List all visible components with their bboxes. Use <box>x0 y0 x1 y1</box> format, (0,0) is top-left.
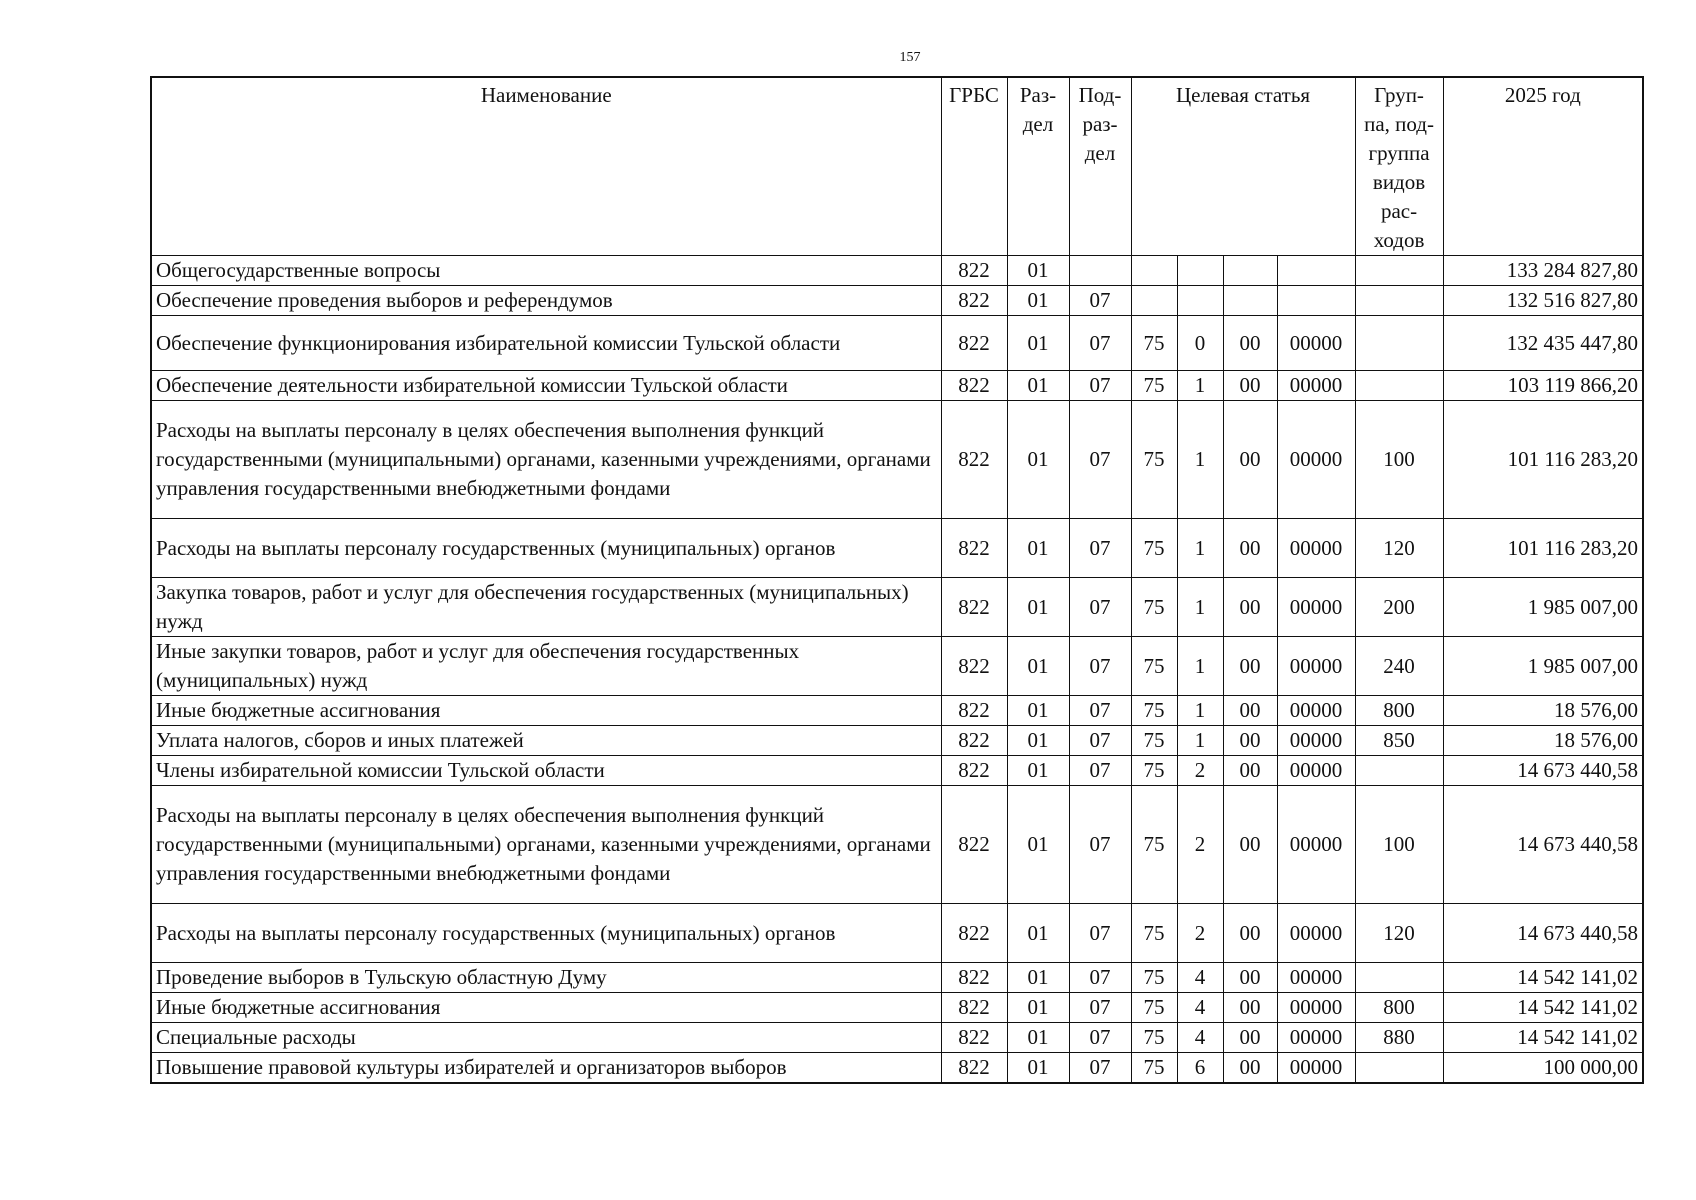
cell-razdel: 01 <box>1007 256 1069 286</box>
cell-target-direction: 00000 <box>1277 756 1355 786</box>
cell-expense-group <box>1355 1053 1443 1084</box>
cell-podrazdel: 07 <box>1069 993 1131 1023</box>
cell-podrazdel: 07 <box>1069 726 1131 756</box>
cell-target-element: 00 <box>1223 726 1277 756</box>
cell-target-program: 75 <box>1131 786 1177 904</box>
cell-target-program: 75 <box>1131 1053 1177 1084</box>
cell-expense-group <box>1355 963 1443 993</box>
cell-amount-2025: 18 576,00 <box>1443 696 1643 726</box>
cell-name: Специальные расходы <box>151 1023 941 1053</box>
table-row <box>151 519 1643 578</box>
cell-amount-2025: 101 116 283,20 <box>1443 519 1643 578</box>
cell-target-direction: 00000 <box>1277 371 1355 401</box>
cell-target-direction: 00000 <box>1277 578 1355 637</box>
cell-target-subprogram <box>1177 256 1223 286</box>
table-row <box>151 904 1643 963</box>
cell-target-subprogram: 4 <box>1177 993 1223 1023</box>
cell-target-program: 75 <box>1131 637 1177 696</box>
cell-target-element: 00 <box>1223 1023 1277 1053</box>
cell-target-direction: 00000 <box>1277 993 1355 1023</box>
cell-name: Иные бюджетные ассигнования <box>151 993 941 1023</box>
cell-target-direction: 00000 <box>1277 1023 1355 1053</box>
cell-target-element: 00 <box>1223 401 1277 519</box>
cell-razdel: 01 <box>1007 756 1069 786</box>
cell-target-program: 75 <box>1131 963 1177 993</box>
cell-target-element: 00 <box>1223 786 1277 904</box>
cell-amount-2025: 14 673 440,58 <box>1443 756 1643 786</box>
cell-target-subprogram: 4 <box>1177 1023 1223 1053</box>
table-body <box>151 256 1643 1084</box>
cell-target-element: 00 <box>1223 993 1277 1023</box>
cell-podrazdel: 07 <box>1069 316 1131 371</box>
cell-target-direction: 00000 <box>1277 904 1355 963</box>
cell-target-program: 75 <box>1131 519 1177 578</box>
cell-target-program: 75 <box>1131 993 1177 1023</box>
cell-razdel: 01 <box>1007 1053 1069 1084</box>
table-row <box>151 756 1643 786</box>
cell-grbs: 822 <box>941 993 1007 1023</box>
cell-target-program: 75 <box>1131 756 1177 786</box>
cell-name: Иные закупки товаров, работ и услуг для обеспечения государственных (муниципальных) нужд <box>151 637 941 696</box>
cell-grbs: 822 <box>941 519 1007 578</box>
cell-target-program <box>1131 256 1177 286</box>
cell-expense-group: 200 <box>1355 578 1443 637</box>
cell-razdel: 01 <box>1007 578 1069 637</box>
cell-grbs: 822 <box>941 726 1007 756</box>
cell-target-program <box>1131 286 1177 316</box>
cell-target-direction: 00000 <box>1277 786 1355 904</box>
cell-target-direction: 00000 <box>1277 637 1355 696</box>
cell-expense-group: 800 <box>1355 696 1443 726</box>
cell-razdel: 01 <box>1007 637 1069 696</box>
cell-expense-group <box>1355 286 1443 316</box>
cell-podrazdel: 07 <box>1069 1023 1131 1053</box>
cell-amount-2025: 14 542 141,02 <box>1443 963 1643 993</box>
header-row <box>151 77 1643 256</box>
cell-target-element: 00 <box>1223 963 1277 993</box>
cell-podrazdel: 07 <box>1069 401 1131 519</box>
cell-grbs: 822 <box>941 756 1007 786</box>
header-year-2025: 2025 год <box>1443 77 1643 256</box>
cell-target-subprogram: 2 <box>1177 904 1223 963</box>
table-row <box>151 578 1643 637</box>
header-expense-group: Груп- па, под- группа видов рас- ходов <box>1355 77 1443 256</box>
cell-target-element: 00 <box>1223 519 1277 578</box>
table-row <box>151 637 1643 696</box>
table-row <box>151 726 1643 756</box>
cell-expense-group: 240 <box>1355 637 1443 696</box>
cell-expense-group: 100 <box>1355 786 1443 904</box>
cell-amount-2025: 1 985 007,00 <box>1443 637 1643 696</box>
cell-name: Расходы на выплаты персоналу государственных (муниципальных) органов <box>151 904 941 963</box>
cell-target-direction: 00000 <box>1277 726 1355 756</box>
cell-grbs: 822 <box>941 256 1007 286</box>
cell-podrazdel: 07 <box>1069 371 1131 401</box>
cell-podrazdel: 07 <box>1069 578 1131 637</box>
cell-target-direction: 00000 <box>1277 963 1355 993</box>
table-row <box>151 371 1643 401</box>
cell-name: Закупка товаров, работ и услуг для обеспечения государственных (муниципальных) нужд <box>151 578 941 637</box>
cell-target-element <box>1223 256 1277 286</box>
cell-grbs: 822 <box>941 963 1007 993</box>
cell-grbs: 822 <box>941 286 1007 316</box>
cell-razdel: 01 <box>1007 1023 1069 1053</box>
cell-target-subprogram: 1 <box>1177 519 1223 578</box>
cell-target-subprogram: 2 <box>1177 756 1223 786</box>
cell-name: Уплата налогов, сборов и иных платежей <box>151 726 941 756</box>
cell-amount-2025: 100 000,00 <box>1443 1053 1643 1084</box>
cell-expense-group: 100 <box>1355 401 1443 519</box>
cell-target-program: 75 <box>1131 696 1177 726</box>
cell-name: Общегосударственные вопросы <box>151 256 941 286</box>
table-row <box>151 1053 1643 1084</box>
cell-target-program: 75 <box>1131 904 1177 963</box>
cell-target-subprogram: 0 <box>1177 316 1223 371</box>
cell-razdel: 01 <box>1007 519 1069 578</box>
cell-target-element: 00 <box>1223 578 1277 637</box>
cell-name: Проведение выборов в Тульскую областную Думу <box>151 963 941 993</box>
cell-amount-2025: 14 673 440,58 <box>1443 786 1643 904</box>
table-row <box>151 993 1643 1023</box>
cell-amount-2025: 18 576,00 <box>1443 726 1643 756</box>
cell-target-subprogram: 4 <box>1177 963 1223 993</box>
cell-target-direction: 00000 <box>1277 696 1355 726</box>
cell-razdel: 01 <box>1007 696 1069 726</box>
cell-target-subprogram <box>1177 286 1223 316</box>
cell-podrazdel: 07 <box>1069 637 1131 696</box>
cell-name: Расходы на выплаты персоналу в целях обеспечения выполнения функций государственными (муниципальными) органами, казенными учреждениями, органами управления государственными внебюджетными фондами <box>151 401 941 519</box>
cell-podrazdel: 07 <box>1069 1053 1131 1084</box>
header-razdel: Раз- дел <box>1007 77 1069 256</box>
cell-podrazdel <box>1069 256 1131 286</box>
cell-target-element: 00 <box>1223 1053 1277 1084</box>
cell-grbs: 822 <box>941 578 1007 637</box>
cell-target-program: 75 <box>1131 1023 1177 1053</box>
table-row <box>151 786 1643 904</box>
table-row <box>151 316 1643 371</box>
cell-name: Повышение правовой культуры избирателей и организаторов выборов <box>151 1053 941 1084</box>
table-row <box>151 1023 1643 1053</box>
cell-target-program: 75 <box>1131 726 1177 756</box>
cell-grbs: 822 <box>941 1023 1007 1053</box>
cell-target-direction: 00000 <box>1277 519 1355 578</box>
cell-expense-group <box>1355 256 1443 286</box>
cell-name: Члены избирательной комиссии Тульской области <box>151 756 941 786</box>
cell-razdel: 01 <box>1007 993 1069 1023</box>
table-row <box>151 286 1643 316</box>
cell-name: Расходы на выплаты персоналу государственных (муниципальных) органов <box>151 519 941 578</box>
header-grbs: ГРБС <box>941 77 1007 256</box>
cell-expense-group: 120 <box>1355 519 1443 578</box>
cell-amount-2025: 103 119 866,20 <box>1443 371 1643 401</box>
cell-amount-2025: 132 516 827,80 <box>1443 286 1643 316</box>
cell-target-element: 00 <box>1223 756 1277 786</box>
cell-target-subprogram: 1 <box>1177 371 1223 401</box>
cell-target-element <box>1223 286 1277 316</box>
cell-podrazdel: 07 <box>1069 696 1131 726</box>
cell-grbs: 822 <box>941 637 1007 696</box>
cell-expense-group: 120 <box>1355 904 1443 963</box>
cell-target-subprogram: 1 <box>1177 696 1223 726</box>
cell-expense-group: 850 <box>1355 726 1443 756</box>
budget-table <box>150 76 1644 1084</box>
cell-target-subprogram: 1 <box>1177 578 1223 637</box>
cell-podrazdel: 07 <box>1069 519 1131 578</box>
cell-name: Обеспечение проведения выборов и референдумов <box>151 286 941 316</box>
cell-target-program: 75 <box>1131 401 1177 519</box>
cell-razdel: 01 <box>1007 963 1069 993</box>
cell-amount-2025: 14 673 440,58 <box>1443 904 1643 963</box>
cell-razdel: 01 <box>1007 726 1069 756</box>
cell-expense-group <box>1355 371 1443 401</box>
cell-name: Обеспечение функционирования избирательной комиссии Тульской области <box>151 316 941 371</box>
cell-target-subprogram: 1 <box>1177 637 1223 696</box>
cell-amount-2025: 14 542 141,02 <box>1443 1023 1643 1053</box>
cell-target-element: 00 <box>1223 316 1277 371</box>
cell-expense-group: 800 <box>1355 993 1443 1023</box>
cell-amount-2025: 133 284 827,80 <box>1443 256 1643 286</box>
cell-grbs: 822 <box>941 696 1007 726</box>
cell-podrazdel: 07 <box>1069 904 1131 963</box>
table-row <box>151 696 1643 726</box>
cell-razdel: 01 <box>1007 904 1069 963</box>
cell-target-program: 75 <box>1131 316 1177 371</box>
table-row <box>151 963 1643 993</box>
cell-grbs: 822 <box>941 904 1007 963</box>
cell-amount-2025: 14 542 141,02 <box>1443 993 1643 1023</box>
cell-podrazdel: 07 <box>1069 963 1131 993</box>
cell-razdel: 01 <box>1007 401 1069 519</box>
cell-target-direction: 00000 <box>1277 1053 1355 1084</box>
cell-target-direction: 00000 <box>1277 316 1355 371</box>
cell-name: Иные бюджетные ассигнования <box>151 696 941 726</box>
cell-razdel: 01 <box>1007 286 1069 316</box>
header-name: Наименование <box>151 77 941 256</box>
cell-podrazdel: 07 <box>1069 786 1131 904</box>
cell-target-direction <box>1277 256 1355 286</box>
cell-target-element: 00 <box>1223 904 1277 963</box>
cell-grbs: 822 <box>941 401 1007 519</box>
header-podrazdel: Под- раз- дел <box>1069 77 1131 256</box>
cell-razdel: 01 <box>1007 371 1069 401</box>
table-row <box>151 401 1643 519</box>
cell-target-subprogram: 1 <box>1177 726 1223 756</box>
cell-target-element: 00 <box>1223 696 1277 726</box>
cell-target-element: 00 <box>1223 371 1277 401</box>
cell-target-subprogram: 1 <box>1177 401 1223 519</box>
cell-name: Расходы на выплаты персоналу в целях обеспечения выполнения функций государственными (муниципальными) органами, казенными учреждениями, органами управления государственными внебюджетными фондами <box>151 786 941 904</box>
cell-expense-group <box>1355 316 1443 371</box>
cell-grbs: 822 <box>941 1053 1007 1084</box>
cell-name: Обеспечение деятельности избирательной комиссии Тульской области <box>151 371 941 401</box>
cell-target-program: 75 <box>1131 578 1177 637</box>
cell-target-element: 00 <box>1223 637 1277 696</box>
cell-expense-group <box>1355 756 1443 786</box>
page-number: 157 <box>899 50 921 65</box>
table-row <box>151 256 1643 286</box>
cell-grbs: 822 <box>941 371 1007 401</box>
cell-amount-2025: 101 116 283,20 <box>1443 401 1643 519</box>
cell-grbs: 822 <box>941 316 1007 371</box>
cell-target-direction <box>1277 286 1355 316</box>
cell-expense-group: 880 <box>1355 1023 1443 1053</box>
cell-target-subprogram: 2 <box>1177 786 1223 904</box>
cell-podrazdel: 07 <box>1069 756 1131 786</box>
cell-amount-2025: 132 435 447,80 <box>1443 316 1643 371</box>
cell-target-direction: 00000 <box>1277 401 1355 519</box>
cell-target-program: 75 <box>1131 371 1177 401</box>
cell-razdel: 01 <box>1007 786 1069 904</box>
cell-razdel: 01 <box>1007 316 1069 371</box>
header-target-article: Целевая статья <box>1131 77 1355 256</box>
cell-grbs: 822 <box>941 786 1007 904</box>
cell-target-subprogram: 6 <box>1177 1053 1223 1084</box>
cell-podrazdel: 07 <box>1069 286 1131 316</box>
cell-amount-2025: 1 985 007,00 <box>1443 578 1643 637</box>
